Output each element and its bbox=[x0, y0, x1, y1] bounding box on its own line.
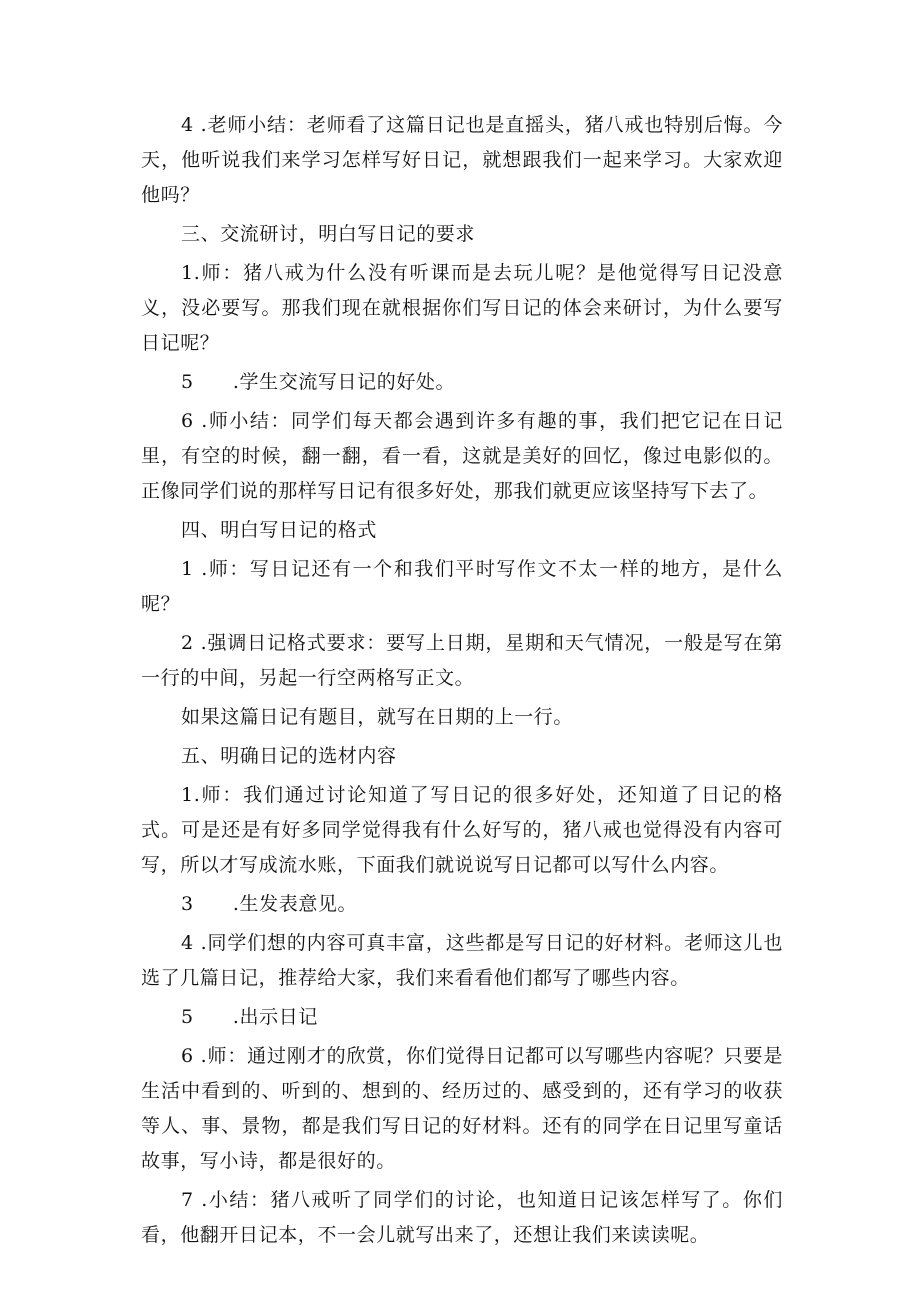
paragraph-why-diary: 1.师：猪八戒为什么没有听课而是去玩儿呢？是他觉得写日记没意义，没必要写。那我们现在就根据你们写日记的体会来研讨，为什么要写日记呢？ bbox=[141, 262, 783, 354]
paragraph-student-opinions: 3 .生发表意见。 bbox=[181, 893, 358, 915]
paragraph-format-question: 1 .师：写日记还有一个和我们平时写作文不太一样的地方，是什么呢？ bbox=[141, 558, 783, 615]
paragraph-format-requirements: 2 .强调日记格式要求：要写上日期，星期和天气情况，一般是写在第一行的中间，另起一行空两格写正文。 bbox=[141, 632, 783, 689]
document-body bbox=[141, 108, 783, 1253]
section-heading-4: 四、明白写日记的格式 bbox=[181, 519, 378, 541]
paragraph-show-diary: 5 .出示日记 bbox=[181, 1006, 318, 1028]
section-heading-5: 五、明确日记的选材内容 bbox=[181, 745, 397, 767]
paragraph-title-note: 如果这篇日记有题目，就写在日期的上一行。 bbox=[181, 706, 574, 728]
paragraph-final-summary: 7 .小结：猪八戒听了同学们的讨论，也知道日记该怎样写了。你们看，他翻开日记本，不一会儿就写出来了，还想让我们来读读呢。 bbox=[141, 1189, 783, 1246]
paragraph-students-share: 5 .学生交流写日记的好处。 bbox=[181, 371, 456, 393]
paragraph-rich-content: 4 .同学们想的内容可真丰富，这些都是写日记的好材料。老师这儿也选了几篇日记，推荐给大家，我们来看看他们都写了哪些内容。 bbox=[141, 932, 783, 989]
paragraph-content-discussion: 1.师：我们通过讨论知道了写日记的很多好处，还知道了日记的格式。可是还是有好多同学觉得我有什么好写的，猪八戒也觉得没有内容可写，所以才写成流水账，下面我们就说说写日记都可以写什么内容。 bbox=[141, 784, 783, 876]
paragraph-teacher-summary: 4 .老师小结：老师看了这篇日记也是直摇头，猪八戒也特别后悔。今天，他听说我们来学习怎样写好日记，就想跟我们一起来学习。大家欢迎他吗？ bbox=[141, 114, 783, 206]
paragraph-what-to-write: 6 .师：通过刚才的欣赏，你们觉得日记都可以写哪些内容呢？只要是生活中看到的、听到的、想到的、经历过的、感受到的，还有学习的收获等人、事、景物，都是我们写日记的好材料。还有的同学在日记里写童话故事，写小诗，都是很好的。 bbox=[141, 1045, 783, 1172]
section-heading-3: 三、交流研讨，明白写日记的要求 bbox=[181, 223, 476, 245]
paragraph-teacher-summary-2: 6 .师小结：同学们每天都会遇到许多有趣的事，我们把它记在日记里，有空的时候，翻一翻，看一看，这就是美好的回忆，像过电影似的。正像同学们说的那样写日记有很多好处，那我们就更应该坚持写下去了。 bbox=[141, 410, 783, 502]
